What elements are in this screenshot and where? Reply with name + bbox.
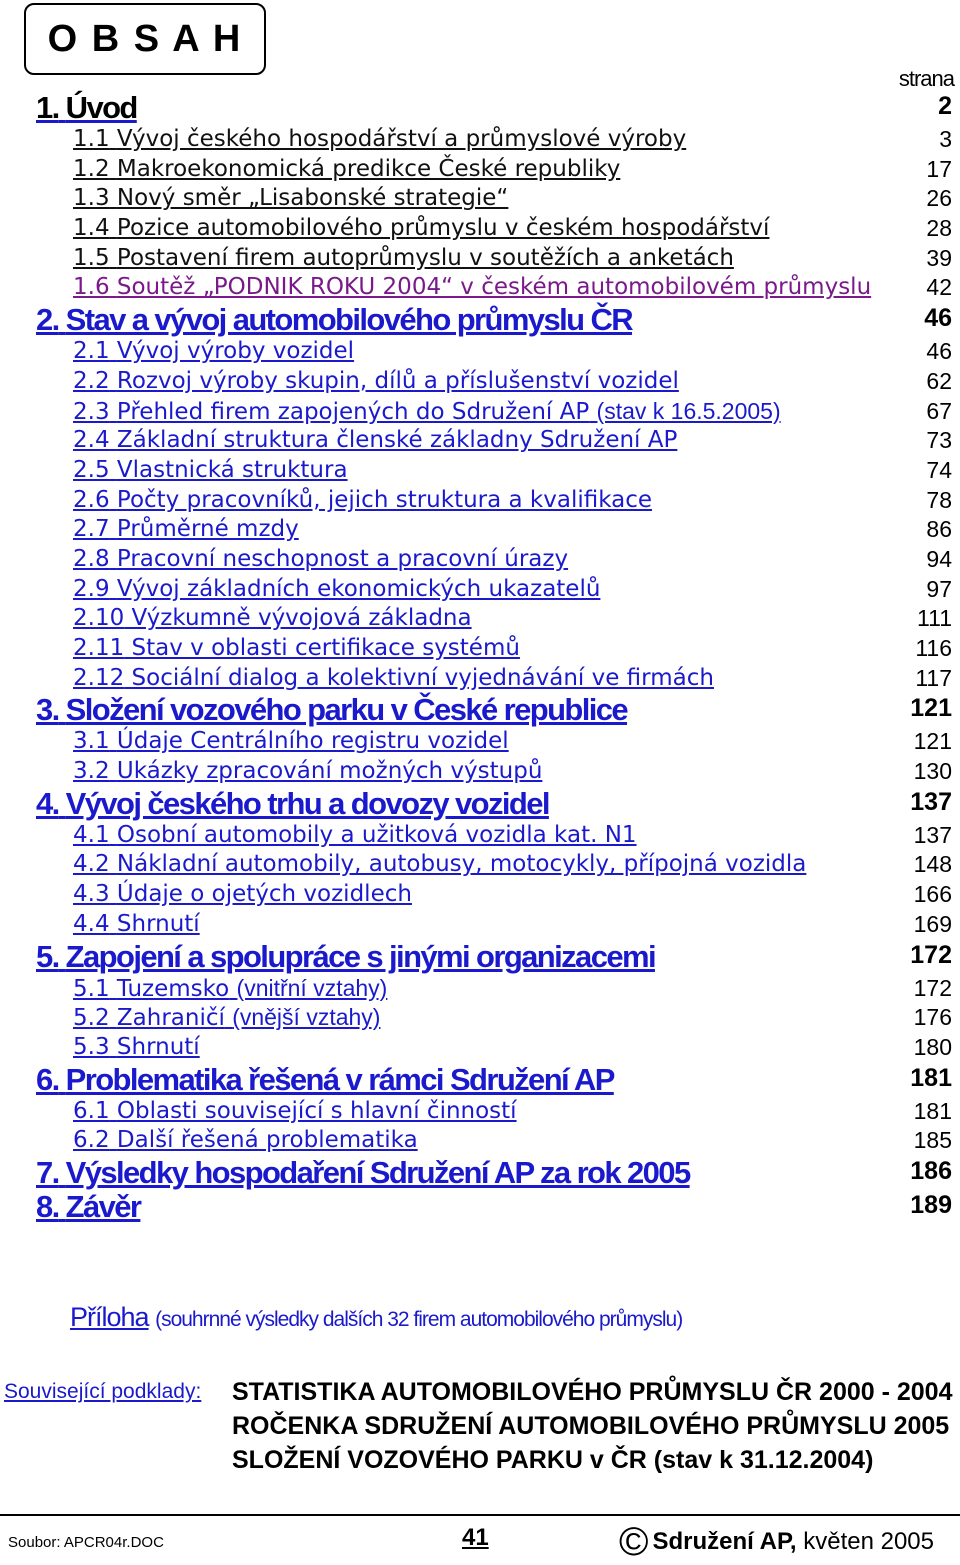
toc-entry-number: 2.6	[73, 486, 110, 513]
toc-entry-label[interactable]	[73, 338, 354, 364]
toc-entry-number: 4.1	[73, 821, 110, 848]
page-column-label: strana	[898, 66, 954, 91]
toc-entry-title: Pracovní neschopnost a pracovní úrazy	[116, 545, 569, 572]
toc-entry-page: 172	[910, 940, 952, 969]
toc-chapter[interactable]	[0, 1155, 960, 1189]
toc-entry-link[interactable]	[73, 126, 686, 152]
toc-section[interactable]	[0, 336, 960, 366]
toc-section[interactable]	[0, 973, 960, 1003]
toc-entry-number: 4.	[36, 785, 59, 821]
toc-entry-label[interactable]	[73, 368, 679, 394]
toc-entry-page: 86	[926, 516, 952, 543]
related-item-vehicle-fleet: SLOŽENÍ VOZOVÉHO PARKU v ČR (stav k 31.12.2004)	[232, 1446, 874, 1474]
toc-entry-link[interactable]	[36, 1062, 614, 1097]
toc-entry-title: Zahraničí	[116, 1005, 225, 1032]
toc-entry-label[interactable]	[73, 1034, 200, 1060]
toc-entry-link[interactable]	[73, 911, 200, 937]
toc-entry-page: 181	[910, 1063, 952, 1092]
toc-chapter[interactable]	[0, 1062, 960, 1096]
toc-entry-page: 94	[926, 545, 952, 572]
toc-entry-title: Nákladní automobily, autobusy, motocykly, přípojná vozidla	[116, 851, 807, 878]
toc-entry-number: 6.1	[73, 1097, 110, 1124]
toc-entry-link[interactable]	[73, 338, 354, 364]
appendix-link[interactable]	[70, 1302, 682, 1333]
toc-entry-page: 67	[926, 397, 952, 424]
toc-entry-link[interactable]	[36, 1189, 140, 1224]
toc-entry-link[interactable]	[36, 1155, 690, 1190]
toc-section[interactable]	[0, 154, 960, 184]
toc-entry-page: 111	[917, 605, 952, 632]
toc-entry-title: Výzkumně vývojová základna	[131, 605, 472, 632]
toc-entry-page: 148	[913, 851, 952, 878]
toc-entry-note: (vnitřní vztahy)	[236, 974, 388, 1001]
toc-entry-number: 6.	[36, 1061, 59, 1097]
toc-entry-number: 6.2	[73, 1127, 110, 1154]
toc-entry-page: 46	[924, 304, 952, 333]
toc-section[interactable]	[0, 663, 960, 693]
copyright-icon: ©	[619, 1520, 649, 1564]
toc-entry-title: Vývoj výroby vozidel	[116, 338, 355, 365]
toc-chapter[interactable]	[0, 692, 960, 726]
toc-section[interactable]	[0, 726, 960, 756]
toc-entry-note: (stav k 16.5.2005)	[596, 397, 781, 424]
toc-section[interactable]	[0, 544, 960, 574]
toc-entry-page: 62	[926, 367, 952, 394]
toc-entry-number: 2.2	[73, 367, 110, 394]
toc-section[interactable]	[0, 124, 960, 154]
toc-entry-title: Vlastnická struktura	[116, 456, 348, 483]
toc-entry-title: Vývoj českého trhu a dovozy vozidel	[65, 785, 549, 821]
toc-entry-label[interactable]	[73, 245, 734, 271]
toc-entry-link[interactable]	[36, 939, 655, 974]
toc-entry-number: 2.7	[73, 516, 110, 543]
toc-entry-page: 116	[915, 635, 952, 661]
toc-entry-label[interactable]	[73, 665, 714, 691]
toc-entry-number: 2.3	[73, 398, 110, 425]
toc-entry-title: Složení vozového parku v České republice	[65, 692, 628, 728]
toc-entry-label[interactable]	[73, 398, 781, 425]
toc-entry-link[interactable]	[73, 851, 806, 877]
table-of-contents	[0, 90, 960, 1223]
toc-entry-label[interactable]	[73, 881, 412, 907]
toc-section[interactable]	[0, 574, 960, 604]
toc-entry-title: Soutěž „PODNIK ROKU 2004“ v českém automobilovém průmyslu	[116, 274, 872, 301]
document-title: O B S A H	[24, 3, 266, 75]
toc-section[interactable]	[0, 1125, 960, 1155]
toc-section[interactable]	[0, 633, 960, 663]
toc-entry-label[interactable]	[73, 215, 769, 241]
toc-section[interactable]	[0, 1096, 960, 1126]
toc-entry-label[interactable]	[36, 692, 627, 728]
toc-entry-number: 1.1	[73, 126, 110, 152]
toc-entry-number: 1.3	[73, 185, 110, 212]
toc-chapter[interactable]	[0, 786, 960, 820]
toc-entry-link[interactable]	[73, 399, 781, 425]
toc-section[interactable]	[0, 909, 960, 939]
toc-entry-number: 2.1	[73, 338, 110, 365]
toc-entry-title: Vývoj českého hospodářství a průmyslové výroby	[116, 126, 687, 152]
toc-entry-label[interactable]	[73, 851, 806, 877]
toc-entry-page: 185	[913, 1127, 952, 1154]
toc-entry-number: 3.	[36, 692, 59, 728]
toc-entry-label[interactable]	[73, 1098, 517, 1124]
footer-copyright	[619, 1520, 934, 1565]
toc-entry-link[interactable]	[73, 156, 620, 182]
toc-entry-label[interactable]	[73, 822, 637, 848]
toc-entry-note: (vnější vztahy)	[232, 1004, 381, 1031]
toc-entry-page: 181	[913, 1097, 952, 1124]
toc-entry-label[interactable]	[73, 635, 520, 661]
copyright-org: Sdružení AP,	[652, 1528, 797, 1555]
toc-entry-title: Přehled firem zapojených do Sdružení AP	[116, 398, 590, 425]
toc-entry-number: 4.4	[73, 910, 110, 937]
toc-entry-link[interactable]	[73, 487, 652, 513]
toc-entry-title: Závěr	[65, 1188, 141, 1224]
toc-entry-number: 2.11	[73, 635, 125, 661]
toc-entry-label[interactable]	[36, 939, 655, 975]
toc-entry-number: 1.6	[73, 274, 110, 301]
toc-entry-label[interactable]	[36, 1062, 614, 1098]
toc-section[interactable]	[0, 243, 960, 273]
toc-entry-page: 186	[910, 1156, 952, 1185]
toc-entry-number: 1.2	[73, 155, 110, 182]
toc-section[interactable]	[0, 183, 960, 213]
toc-entry-title: Údaje Centrálního registru vozidel	[116, 728, 509, 755]
toc-entry-title: Rozvoj výroby skupin, dílů a příslušenství vozidel	[116, 367, 679, 394]
toc-entry-label[interactable]	[36, 786, 549, 822]
toc-chapter[interactable]	[0, 1189, 960, 1223]
toc-entry-title: Úvod	[65, 90, 137, 125]
toc-entry-title: Počty pracovníků, jejich struktura a kvalifikace	[116, 486, 653, 513]
toc-entry-page: 97	[926, 575, 952, 602]
toc-entry-label[interactable]	[36, 302, 632, 338]
toc-section[interactable]	[0, 425, 960, 455]
toc-entry-title: Tuzemsko	[116, 975, 230, 1002]
toc-entry-link[interactable]	[73, 758, 542, 784]
toc-entry-page: 137	[910, 787, 952, 816]
toc-entry-link[interactable]	[73, 368, 679, 394]
toc-entry-title: Osobní automobily a užitková vozidla kat. N1	[116, 821, 637, 848]
toc-entry-page: 137	[913, 821, 952, 848]
toc-entry-label[interactable]	[73, 1004, 380, 1031]
toc-entry-title: Stav a vývoj automobilového průmyslu ČR	[65, 302, 633, 338]
toc-section[interactable]	[0, 849, 960, 879]
toc-entry-page: 117	[915, 664, 952, 691]
toc-entry-number: 4.3	[73, 881, 110, 908]
footer-divider	[0, 1514, 960, 1516]
toc-entry-page: 172	[913, 974, 952, 1001]
related-item-yearbook: ROČENKA SDRUŽENÍ AUTOMOBILOVÉHO PRŮMYSLU 2005	[232, 1412, 950, 1440]
toc-entry-link[interactable]	[73, 1127, 418, 1153]
toc-entry-title: Základní struktura členské základny Sdružení AP	[116, 427, 678, 454]
toc-entry-number: 7.	[36, 1154, 59, 1190]
toc-entry-page: 39	[926, 244, 952, 271]
toc-entry-number: 2.9	[73, 575, 110, 602]
toc-entry-page: 46	[926, 338, 952, 365]
toc-entry-label[interactable]	[73, 911, 200, 937]
toc-entry-number: 8.	[36, 1188, 59, 1224]
toc-entry-number: 2.4	[73, 427, 110, 454]
toc-entry-title: Sociální dialog a kolektivní vyjednávání ve firmách	[131, 664, 714, 691]
toc-entry-link[interactable]	[73, 881, 412, 907]
toc-entry-page: 78	[926, 486, 952, 513]
toc-entry-label[interactable]	[73, 758, 542, 784]
toc-entry-page: 169	[913, 910, 952, 937]
toc-entry-link[interactable]	[73, 665, 714, 691]
toc-entry-link[interactable]	[73, 976, 387, 1002]
toc-entry-number: 2.10	[73, 605, 125, 632]
toc-entry-title: Výsledky hospodaření Sdružení AP za rok 2005	[65, 1154, 690, 1190]
toc-entry-number: 2.8	[73, 545, 110, 572]
toc-chapter[interactable]	[0, 302, 960, 336]
toc-entry-page: 26	[926, 185, 952, 212]
toc-entry-link[interactable]	[73, 1034, 200, 1060]
toc-entry-page: 121	[910, 694, 952, 723]
toc-entry-number: 1.5	[73, 244, 110, 271]
toc-entry-label[interactable]	[36, 1155, 690, 1191]
toc-entry-link[interactable]	[73, 546, 568, 572]
toc-entry-label[interactable]	[36, 1189, 140, 1225]
toc-entry-page: 42	[926, 274, 952, 301]
toc-entry-label[interactable]	[73, 516, 299, 542]
toc-entry-link[interactable]	[73, 274, 871, 300]
toc-entry-link[interactable]	[73, 245, 734, 271]
toc-entry-number: 1.	[36, 90, 59, 125]
toc-entry-label[interactable]	[73, 576, 600, 602]
toc-entry-title: Další řešená problematika	[116, 1127, 418, 1154]
toc-section[interactable]	[0, 603, 960, 633]
toc-entry-number: 5.3	[73, 1033, 110, 1060]
appendix-note: (souhrnné výsledky dalších 32 firem automobilového průmyslu)	[155, 1308, 683, 1331]
toc-section[interactable]	[0, 485, 960, 515]
toc-entry-title: Makroekonomická predikce České republiky	[116, 155, 621, 182]
toc-section[interactable]	[0, 272, 960, 302]
toc-entry-number: 3.2	[73, 758, 110, 785]
toc-section[interactable]	[0, 756, 960, 786]
toc-section[interactable]	[0, 366, 960, 396]
toc-entry-title: Shrnutí	[116, 910, 200, 937]
toc-entry-link[interactable]	[73, 576, 600, 602]
toc-entry-title: Průměrné mzdy	[116, 516, 299, 543]
toc-entry-link[interactable]	[36, 90, 137, 125]
toc-section[interactable]	[0, 820, 960, 850]
toc-entry-title: Údaje o ojetých vozidlech	[116, 881, 412, 908]
toc-entry-link[interactable]	[73, 728, 509, 754]
toc-entry-title: Pozice automobilového průmyslu v českém hospodářství	[116, 215, 770, 242]
toc-entry-label[interactable]	[73, 1127, 418, 1153]
toc-entry-page: 189	[910, 1190, 952, 1219]
toc-entry-link[interactable]	[73, 427, 677, 453]
toc-entry-title: Nový směr „Lisabonské strategie“	[116, 185, 509, 212]
footer-source-file: Soubor: APCR04r.DOC	[8, 1534, 164, 1551]
toc-entry-label[interactable]	[73, 274, 871, 300]
toc-entry-number: 5.2	[73, 1005, 110, 1032]
toc-entry-page: 2	[938, 92, 952, 120]
toc-entry-page: 130	[913, 758, 952, 785]
toc-entry-label[interactable]	[73, 546, 568, 572]
toc-entry-link[interactable]	[73, 635, 520, 661]
toc-entry-page: 166	[913, 881, 952, 908]
toc-entry-title: Postavení firem autoprůmyslu v soutěžích a anketách	[116, 244, 734, 271]
toc-entry-label[interactable]	[73, 185, 508, 211]
toc-entry-link[interactable]	[73, 516, 299, 542]
toc-entry-number: 2.12	[73, 664, 125, 691]
toc-entry-label[interactable]	[36, 90, 137, 126]
toc-entry-link[interactable]	[73, 185, 508, 211]
toc-section[interactable]	[0, 879, 960, 909]
toc-entry-title: Oblasti související s hlavní činností	[116, 1097, 517, 1124]
toc-entry-title: Zapojení a spolupráce s jinými organizacemi	[65, 938, 655, 974]
toc-entry-label[interactable]	[73, 457, 348, 483]
toc-section[interactable]	[0, 1032, 960, 1062]
toc-entry-label[interactable]	[73, 126, 686, 152]
toc-entry-number: 5.	[36, 938, 59, 974]
toc-entry-number: 2.5	[73, 456, 110, 483]
toc-entry-page: 74	[926, 456, 952, 483]
toc-entry-link[interactable]	[73, 457, 348, 483]
toc-entry-link[interactable]	[36, 302, 632, 337]
toc-entry-number: 1.4	[73, 215, 110, 242]
toc-entry-link[interactable]	[73, 215, 769, 241]
toc-entry-link[interactable]	[73, 1005, 380, 1031]
toc-entry-title: Vývoj základních ekonomických ukazatelů	[116, 575, 601, 602]
toc-entry-title: Shrnutí	[116, 1033, 200, 1060]
toc-entry-title: Problematika řešená v rámci Sdružení AP	[65, 1061, 614, 1097]
toc-section[interactable]	[0, 1002, 960, 1032]
toc-entry-number: 4.2	[73, 851, 110, 878]
appendix-title[interactable]: Příloha	[70, 1302, 149, 1332]
toc-section[interactable]	[0, 396, 960, 426]
related-item-statistics: STATISTIKA AUTOMOBILOVÉHO PRŮMYSLU ČR 2000 - 2004	[232, 1378, 953, 1406]
toc-entry-label[interactable]	[73, 728, 509, 754]
toc-entry-number: 3.1	[73, 728, 110, 755]
toc-entry-label[interactable]	[73, 975, 387, 1002]
toc-entry-label[interactable]	[73, 427, 677, 453]
toc-entry-link[interactable]	[36, 692, 627, 727]
related-documents-label: Související podklady:	[4, 1380, 202, 1403]
toc-entry-page: 3	[939, 126, 952, 152]
toc-entry-link[interactable]	[73, 822, 637, 848]
toc-entry-number: 2.	[36, 302, 59, 338]
toc-entry-link[interactable]	[36, 786, 549, 821]
toc-entry-page: 176	[913, 1004, 952, 1031]
toc-entry-label[interactable]	[73, 605, 472, 631]
copyright-date: květen 2005	[803, 1528, 934, 1555]
toc-entry-page: 121	[913, 728, 952, 755]
footer-page-number: 41	[462, 1524, 489, 1551]
toc-entry-label[interactable]	[73, 156, 620, 182]
toc-entry-link[interactable]	[73, 605, 472, 631]
toc-chapter[interactable]	[0, 939, 960, 973]
toc-entry-page: 73	[926, 427, 952, 454]
toc-section[interactable]	[0, 455, 960, 485]
toc-entry-link[interactable]	[73, 1098, 517, 1124]
toc-chapter[interactable]	[0, 90, 960, 124]
toc-entry-page: 17	[926, 155, 952, 182]
toc-section[interactable]	[0, 514, 960, 544]
toc-entry-label[interactable]	[73, 487, 652, 513]
toc-entry-title: Ukázky zpracování možných výstupů	[116, 758, 543, 785]
toc-entry-page: 28	[926, 215, 952, 242]
toc-entry-page: 180	[913, 1033, 952, 1060]
toc-entry-title: Stav v oblasti certifikace systémů	[131, 635, 520, 661]
toc-entry-number: 5.1	[73, 975, 110, 1002]
toc-section[interactable]	[0, 213, 960, 243]
